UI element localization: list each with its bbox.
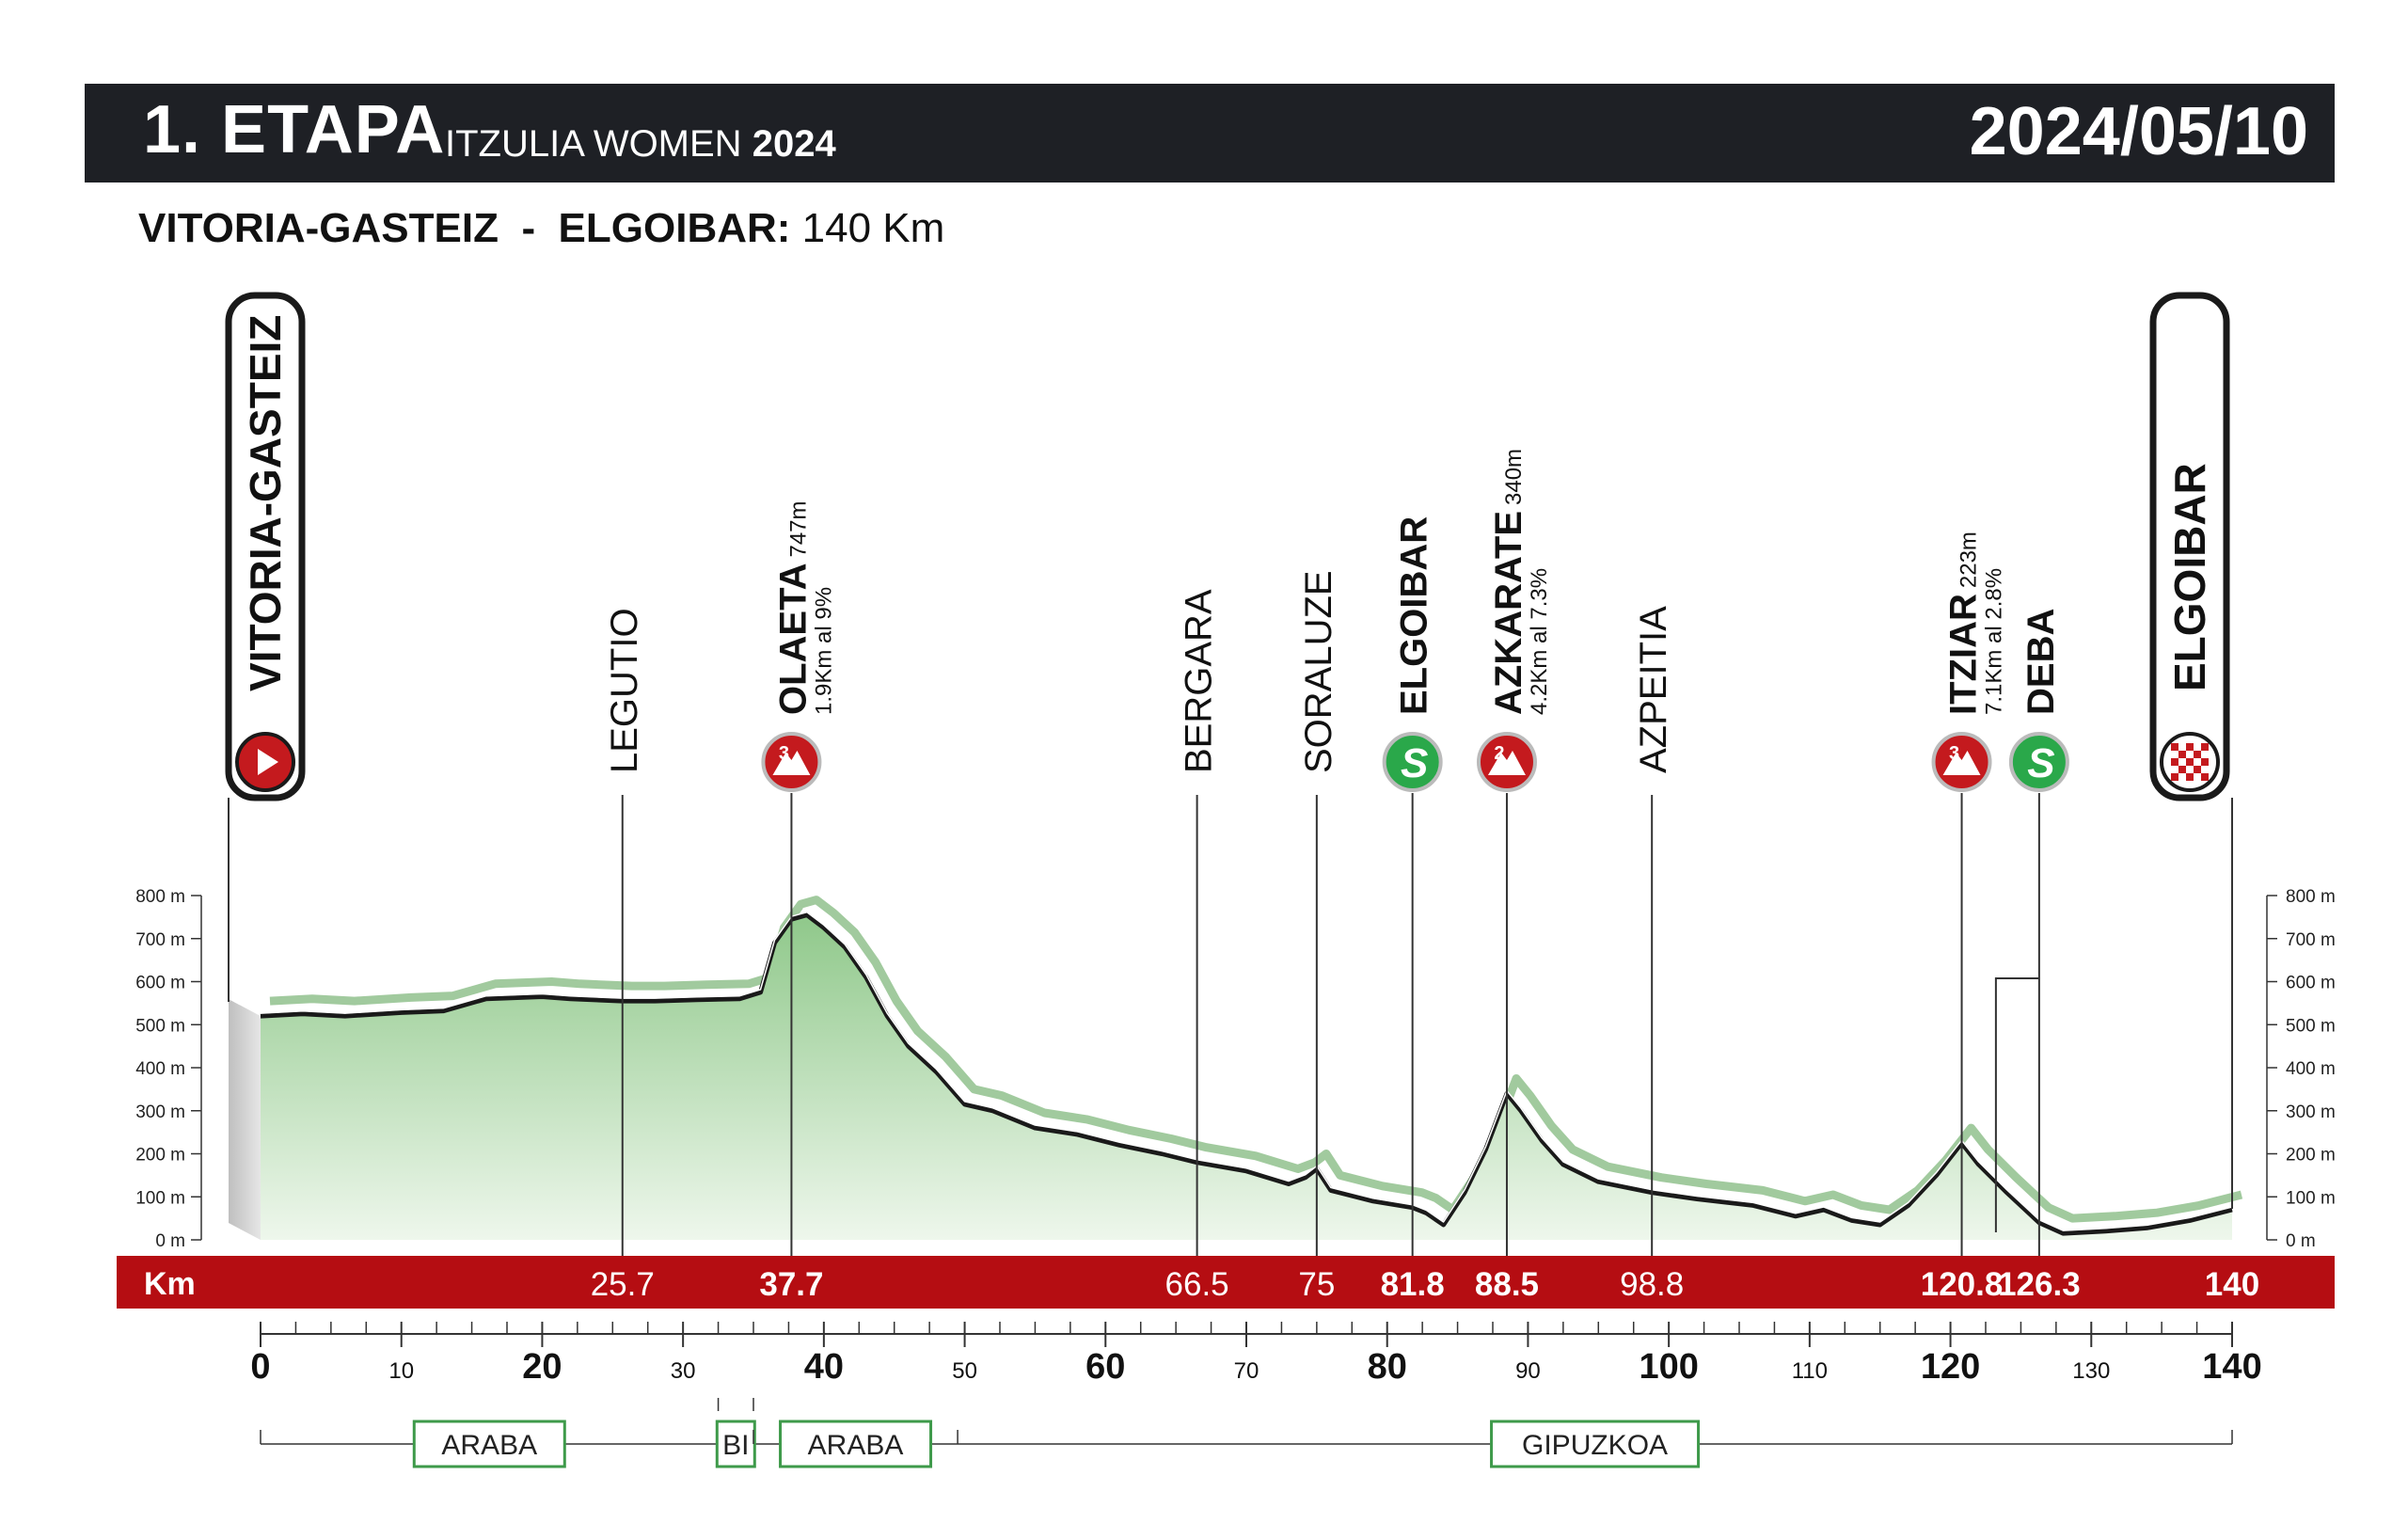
km-band <box>117 1256 2335 1309</box>
x-tick-label: 50 <box>952 1358 977 1384</box>
climb-detail: 1.9Km al 9% <box>811 586 837 715</box>
location-name <box>1943 532 1985 715</box>
km-band-value: 66.5 <box>1164 1266 1229 1303</box>
location-name <box>1394 516 1435 715</box>
route-separator: - <box>521 205 536 251</box>
checker-square <box>2201 743 2209 751</box>
x-tick-label: 20 <box>522 1347 562 1387</box>
y-tick-label-left: 800 m <box>135 887 185 907</box>
km-band-label: Km <box>144 1266 196 1302</box>
y-tick-label-left: 100 m <box>135 1188 185 1209</box>
y-tick-label-right: 0 m <box>2286 1231 2316 1251</box>
x-tick-label: 100 <box>1639 1347 1699 1387</box>
location-name-text: ITZIAR <box>1942 594 1985 715</box>
profile-side-wall <box>229 999 261 1240</box>
climb-detail: 7.1Km al 2.8% <box>1981 567 2007 715</box>
y-tick-label-right: 500 m <box>2286 1016 2336 1037</box>
location-name-text: BERGARA <box>1178 589 1220 773</box>
km-band-value: 25.7 <box>590 1266 655 1303</box>
region-bar <box>261 1398 2232 1467</box>
y-tick-label-left: 300 m <box>135 1102 185 1122</box>
checker-square <box>2171 758 2178 766</box>
location-name-text: SORALUZE <box>1297 570 1339 773</box>
checker-square <box>2186 743 2194 751</box>
profile-area <box>229 900 2242 1240</box>
y-tick-label-left: 500 m <box>135 1016 185 1037</box>
checker-square <box>2194 751 2201 758</box>
y-tick-label-left: 600 m <box>135 973 185 993</box>
y-tick-label-right: 200 m <box>2286 1145 2336 1166</box>
y-tick-label-left: 0 m <box>155 1231 185 1251</box>
km-band-value: 140 <box>2204 1266 2260 1303</box>
checker-square <box>2178 751 2186 758</box>
x-tick-label: 140 <box>2202 1347 2262 1387</box>
km-axis <box>250 1322 2261 1387</box>
x-tick-label: 80 <box>1367 1347 1407 1387</box>
location-name-text: LEGUTIO <box>603 608 645 773</box>
y-tick-label-right: 300 m <box>2286 1102 2336 1122</box>
x-tick-label: 120 <box>1920 1347 1981 1387</box>
stage-number: 1. ETAPA <box>143 92 446 167</box>
location-name-text: OLAETA <box>772 563 815 715</box>
km-band-value: 120.8 <box>1920 1266 2004 1303</box>
climb-detail: 4.2Km al 7.3% <box>1526 567 1552 715</box>
checker-square <box>2186 773 2194 781</box>
location-name-text: AZKARATE <box>1487 510 1529 715</box>
climb-altitude: 223m <box>1956 532 1982 589</box>
x-tick-label: 30 <box>670 1358 696 1384</box>
route-start: VITORIA-GASTEIZ <box>138 205 499 251</box>
checker-square <box>2194 766 2201 773</box>
y-tick-label-right: 800 m <box>2286 887 2336 907</box>
checker-square <box>2171 773 2178 781</box>
climb-category-number: 2 <box>1494 743 1505 764</box>
location-name-text: DEBA <box>2020 608 2062 715</box>
location-name <box>772 500 814 715</box>
y-tick-label-right: 400 m <box>2286 1059 2336 1079</box>
stage-date: 2024/05/10 <box>1969 94 2308 169</box>
route-distance-separator: : <box>776 205 791 251</box>
location-name-text: ELGOIBAR <box>1393 516 1435 715</box>
location-name <box>1633 606 1674 773</box>
location-name <box>1179 589 1220 773</box>
climb-altitude: 340m <box>1500 448 1527 505</box>
km-band-value: 88.5 <box>1474 1266 1540 1303</box>
x-tick-label: 90 <box>1515 1358 1541 1384</box>
climb-category-number: 3 <box>778 743 789 764</box>
checker-square <box>2186 758 2194 766</box>
x-tick-label: 60 <box>1085 1347 1126 1387</box>
route-distance: 140 Km <box>801 205 945 251</box>
location-name <box>2020 609 2062 715</box>
checker-square <box>2201 773 2209 781</box>
finish-banner-name: ELGOIBAR <box>2165 463 2214 691</box>
y-tick-label-left: 700 m <box>135 929 185 950</box>
sprint-letter: S <box>2027 740 2055 786</box>
y-tick-label-right: 600 m <box>2286 973 2336 993</box>
route-finish: ELGOIBAR <box>558 205 777 251</box>
x-tick-label: 110 <box>1791 1358 1828 1384</box>
km-band-value: 37.7 <box>759 1266 824 1303</box>
km-band-value: 98.8 <box>1620 1266 1685 1303</box>
checker-square <box>2201 758 2209 766</box>
start-banner-name: VITORIA-GASTEIZ <box>241 314 290 691</box>
climb-category-number: 3 <box>1948 743 1960 764</box>
race-year: 2024 <box>752 123 836 165</box>
x-tick-label: 130 <box>2072 1358 2111 1384</box>
location-name <box>604 608 645 773</box>
checker-square <box>2171 743 2178 751</box>
x-tick-label: 70 <box>1233 1358 1259 1384</box>
x-tick-label: 40 <box>803 1347 844 1387</box>
region-name: GIPUZKOA <box>1522 1430 1669 1461</box>
y-tick-label-left: 200 m <box>135 1145 185 1166</box>
region-name: ARABA <box>807 1430 904 1461</box>
region-name: BI <box>722 1430 750 1461</box>
km-band-value: 81.8 <box>1380 1266 1445 1303</box>
profile-fill <box>261 915 2232 1240</box>
y-tick-label-right: 700 m <box>2286 929 2336 950</box>
race-title: ITZULIA WOMEN <box>445 123 742 165</box>
location-name <box>1298 570 1339 773</box>
location-name-text: AZPEITIA <box>1633 606 1675 773</box>
y-tick-label-left: 400 m <box>135 1059 185 1079</box>
location-name <box>1488 449 1529 715</box>
checker-square <box>2178 766 2186 773</box>
y-tick-label-right: 100 m <box>2286 1188 2336 1209</box>
region-name: ARABA <box>441 1430 538 1461</box>
sprint-letter: S <box>1400 740 1429 786</box>
x-tick-label: 0 <box>250 1347 271 1387</box>
km-band-value: 126.3 <box>1998 1266 2081 1303</box>
x-tick-label: 10 <box>388 1358 415 1384</box>
km-band-value: 75 <box>1298 1266 1336 1303</box>
climb-altitude: 747m <box>785 500 812 558</box>
